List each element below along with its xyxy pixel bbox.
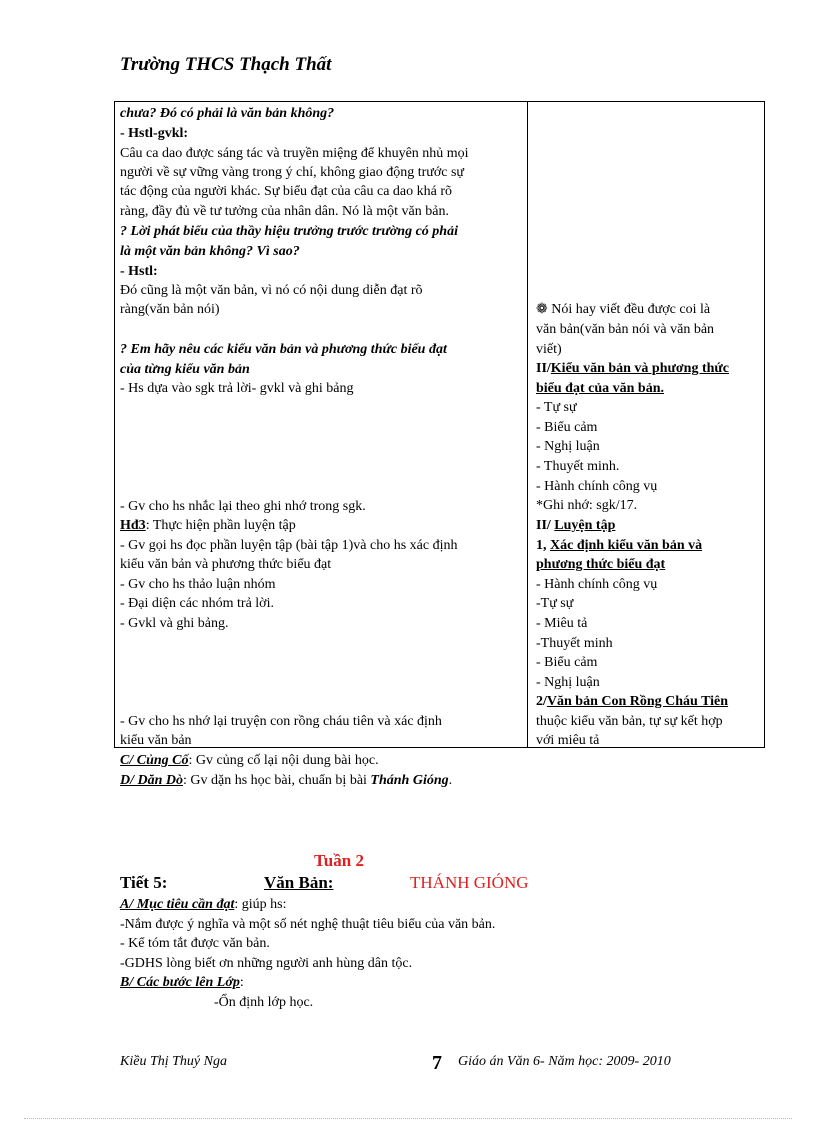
activity-label: Hđ3 <box>120 518 146 533</box>
school-header: Trường THCS Thạch Thất <box>120 54 332 75</box>
table-column-divider <box>527 101 528 748</box>
right-line: - Nghị luận <box>536 439 600 454</box>
right-line: - Biểu cảm <box>536 655 598 670</box>
lesson-title: THÁNH GIÓNG <box>410 873 529 892</box>
consolidation-line: C/ Củng Cố: Gv củng cố lại nội dung bài học. <box>120 753 379 768</box>
right-line: biểu đạt của văn bản. <box>536 381 664 396</box>
left-line: ? Lời phát biểu của thầy hiệu trưởng trước trường có phải <box>120 224 458 239</box>
step-item: -Ổn định lớp học. <box>214 995 314 1010</box>
week-label: Tuần 2 <box>314 851 364 870</box>
right-line: văn bản(văn bản nói và văn bản <box>536 322 715 337</box>
right-line: - Biểu cảm <box>536 420 598 435</box>
left-line: - Hs dựa vào sgk trả lời- gvkl và ghi bảng <box>120 381 354 396</box>
left-line: chưa? Đó có phải là văn bản không? <box>120 106 335 121</box>
right-line: 1, Xác định kiểu văn bản và <box>536 538 703 553</box>
objectives-heading: A/ Mục tiêu cần đạt: giúp hs: <box>120 897 287 912</box>
activity-text: : Thực hiện phần luyện tập <box>145 518 296 533</box>
right-line: - Hành chính công vụ <box>536 577 658 592</box>
right-line: - Tự sự <box>536 400 577 415</box>
left-line <box>120 516 296 535</box>
right-line: với miêu tả <box>536 733 600 748</box>
left-line: - Hstl-gvkl: <box>120 126 189 141</box>
right-line: - Hành chính công vụ <box>536 479 658 494</box>
left-line: - Gv cho hs thảo luận nhóm <box>120 577 276 592</box>
right-line: phương thức biểu đạt <box>536 557 666 572</box>
left-line: của từng kiểu văn bản <box>120 362 250 377</box>
objective-item: -Nắm được ý nghĩa và một số nét nghệ thuật tiêu biểu của văn bản. <box>120 917 496 932</box>
left-line: Đó cũng là một văn bản, vì nó có nội dung diễn đạt rõ <box>120 283 423 298</box>
page-bottom-divider <box>24 1118 792 1119</box>
right-line: II/Kiểu văn bản và phương thức <box>536 361 730 376</box>
right-line: -Tự sự <box>536 596 574 611</box>
left-line: - Gv cho hs nhắc lại theo ghi nhớ trong sgk. <box>120 499 366 514</box>
objective-item: -GDHS lòng biết ơn những người anh hùng dân tộc. <box>120 956 413 971</box>
right-line: -Thuyết minh <box>536 636 613 651</box>
left-line: - Gv gọi hs đọc phần luyện tập (bài tập 1)và cho hs xác định <box>120 538 458 553</box>
left-line: ràng(văn bản nói) <box>120 302 220 317</box>
left-line: Câu ca dao được sáng tác và truyền miệng để khuyên nhủ mọi <box>120 146 469 161</box>
left-line: ? Em hãy nêu các kiểu văn bản và phương thức biểu đạt <box>120 342 447 357</box>
right-line: thuộc kiểu văn bản, tự sự kết hợp <box>536 714 723 729</box>
footer-course: Giáo án Văn 6- Năm học: 2009- 2010 <box>458 1054 671 1069</box>
left-line: người về sự vững vàng trong ý chí, không giao động trước sự <box>120 165 464 180</box>
right-line: ❁ Nói hay viết đều được coi là <box>536 302 711 317</box>
flower-bullet-icon: ❁ <box>536 302 548 317</box>
left-line: là một văn bản không? Vì sao? <box>120 244 300 259</box>
steps-heading: B/ Các bước lên Lớp: <box>120 975 244 990</box>
footer-author: Kiều Thị Thuý Nga <box>120 1054 227 1069</box>
right-line: - Miêu tả <box>536 616 588 631</box>
homework-line: D/ Dăn Dò: Gv dặn hs học bài, chuẩn bị bài Thánh Gióng. <box>120 773 453 788</box>
period-label: Tiết 5: <box>120 873 168 892</box>
left-line: kiểu văn bản và phương thức biểu đạt <box>120 557 332 572</box>
right-line: *Ghi nhớ: sgk/17. <box>536 498 638 513</box>
right-line: 2/Văn bản Con Rồng Cháu Tiên <box>536 694 729 709</box>
right-line: viết) <box>536 342 562 357</box>
right-line: - Nghị luận <box>536 675 600 690</box>
left-line: - Gv cho hs nhớ lại truyện con rồng cháu tiên và xác định <box>120 714 442 729</box>
page-number: 7 <box>432 1052 442 1074</box>
left-line: ràng, đầy đủ về tư tưởng của nhân dân. Nó là một văn bản. <box>120 204 449 219</box>
text-type-label: Văn Bản: <box>264 873 334 892</box>
left-line: - Gvkl và ghi bảng. <box>120 616 229 631</box>
objective-item: - Kể tóm tắt được văn bản. <box>120 936 270 951</box>
left-line: tác động của người khác. Sự biểu đạt của câu ca dao khá rõ <box>120 184 453 199</box>
left-line: - Đại diện các nhóm trả lời. <box>120 596 274 611</box>
left-line: - Hstl: <box>120 264 158 279</box>
right-line: - Thuyết minh. <box>536 459 620 474</box>
right-line: II/ Luyện tập <box>536 518 616 533</box>
left-line: kiểu văn bản <box>120 733 192 748</box>
